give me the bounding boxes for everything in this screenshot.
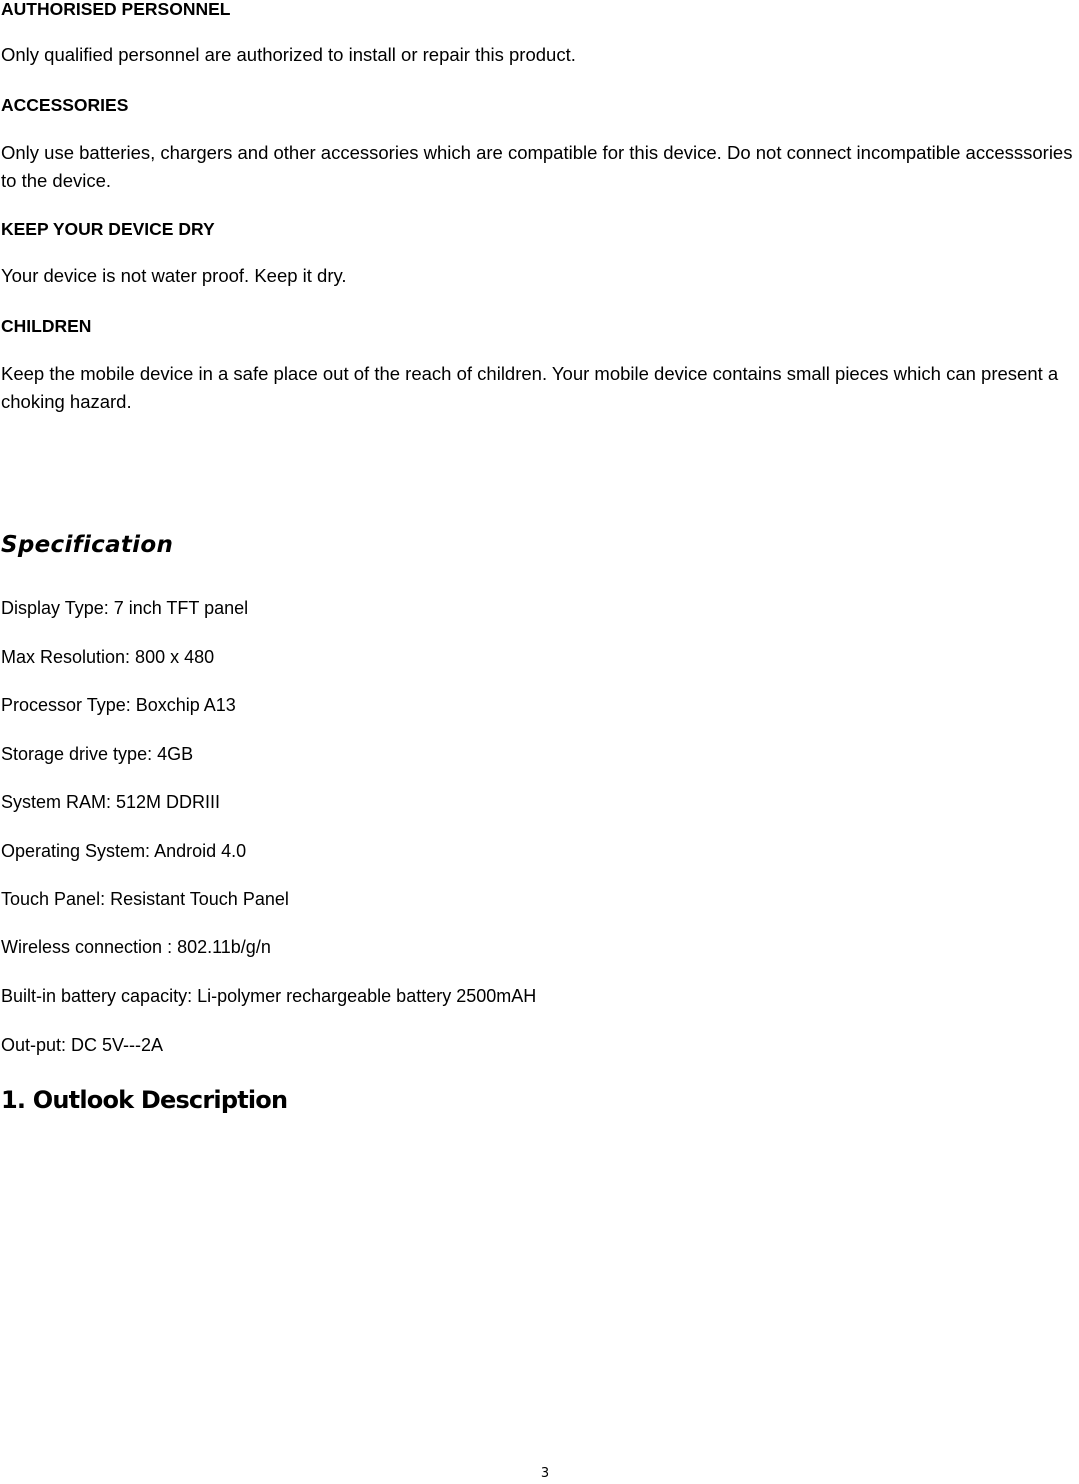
heading-children: CHILDREN [1, 316, 92, 336]
spec-item-system-ram: System RAM: 512M DDRIII [1, 792, 221, 812]
spec-item-battery: Built-in battery capacity: Li-polymer rechargeable battery 2500mAH [1, 986, 537, 1006]
spec-item-display-type: Display Type: 7 inch TFT panel [1, 598, 249, 618]
heading-keep-device-dry: KEEP YOUR DEVICE DRY [1, 219, 215, 239]
spec-item-storage: Storage drive type: 4GB [1, 744, 194, 764]
outlook-description-title: 1. Outlook Description [1, 1086, 288, 1114]
spec-item-wireless: Wireless connection : 802.11b/g/n [1, 937, 271, 957]
heading-authorised-personnel: AUTHORISED PERSONNEL [1, 0, 231, 19]
specification-title: Specification [1, 532, 174, 558]
spec-item-output: Out-put: DC 5V---2A [1, 1035, 164, 1055]
spec-item-touch-panel: Touch Panel: Resistant Touch Panel [1, 889, 289, 909]
page-number: 3 [540, 1466, 550, 1481]
heading-accessories: ACCESSORIES [1, 95, 129, 115]
paragraph-children: Keep the mobile device in a safe place out of the reach of children. Your mobile device contains small pieces which can present a choking hazard. [1, 363, 1059, 412]
spec-item-max-resolution: Max Resolution: 800 x 480 [1, 647, 215, 667]
spec-item-operating-system: Operating System: Android 4.0 [1, 841, 247, 861]
paragraph-keep-device-dry: Your device is not water proof. Keep it dry. [1, 265, 347, 286]
spec-item-processor-type: Processor Type: Boxchip A13 [1, 695, 236, 715]
paragraph-authorised-personnel: Only qualified personnel are authorized to install or repair this product. [1, 44, 576, 65]
paragraph-accessories: Only use batteries, chargers and other accessories which are compatible for this device. Do not connect incompatible accesssories to the device. [1, 142, 1073, 191]
